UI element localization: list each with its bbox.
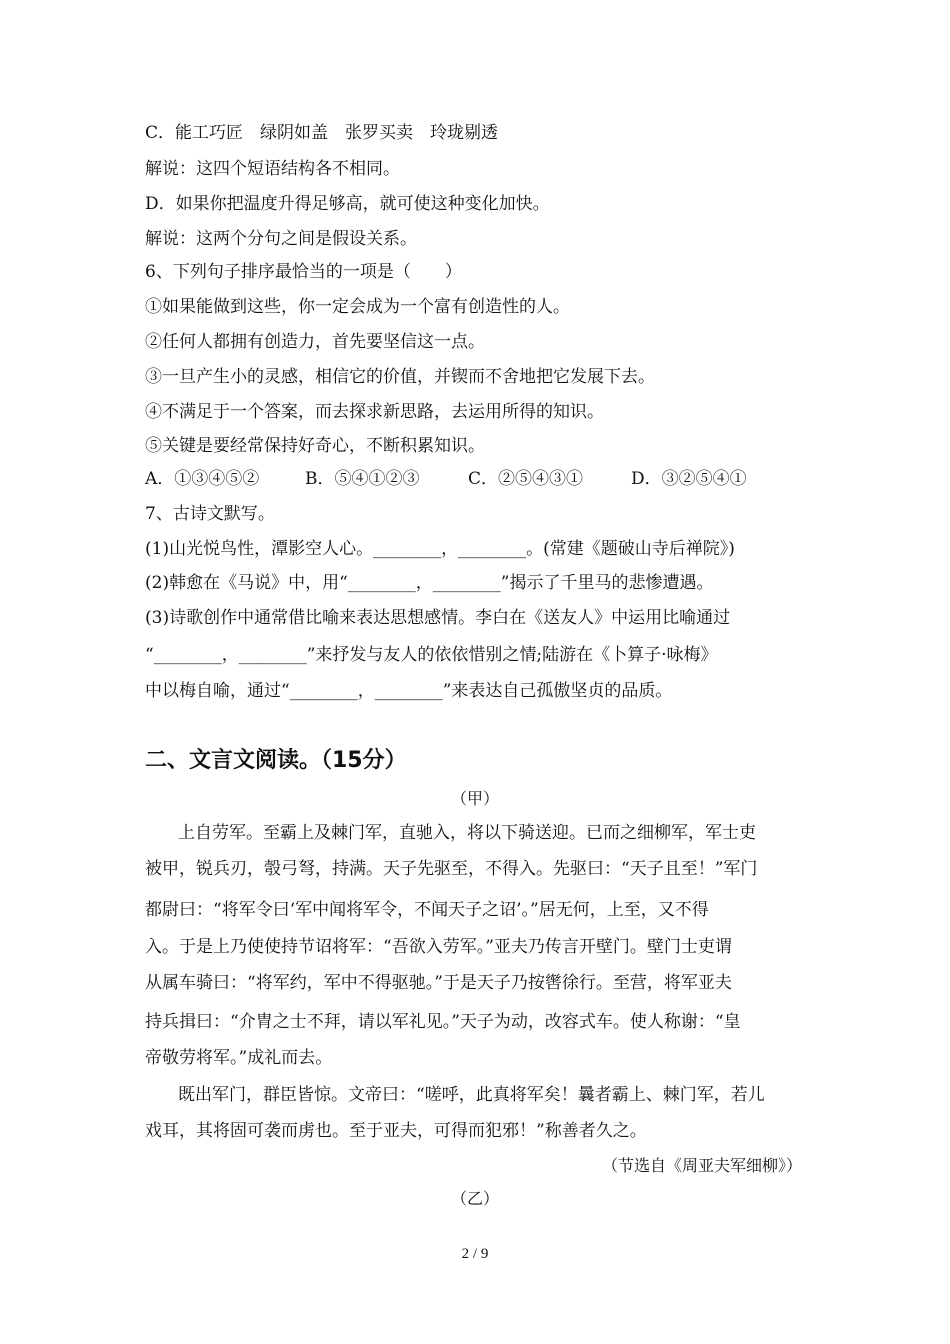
option-d: D．③②⑤④① xyxy=(631,469,747,489)
sentence-3: ③一旦产生小的灵感，相信它的价值，并锲而不舍地把它发展下去。 xyxy=(145,367,655,387)
passage-line: 从属车骑曰：“将军约，军中不得驱驰。”于是天子乃按辔徐行。至营，将军亚夫 xyxy=(145,973,732,993)
sentence-5: ⑤关键是要经常保持好奇心，不断积累知识。 xyxy=(145,436,485,456)
passage-line: 上自劳军。至霸上及棘门军，直驰入，将以下骑送迎。已而之细柳军，军士吏 xyxy=(178,823,756,843)
text-line-option-c: C．能工巧匠 绿阴如盖 张罗买卖 玲珑剔透 xyxy=(145,123,499,143)
sentence-2: ②任何人都拥有创造力，首先要坚信这一点。 xyxy=(145,332,485,352)
passage-line: 戏耳，其将固可袭而虏也。至于亚夫，可得而犯邪！”称善者久之。 xyxy=(145,1121,647,1141)
page-number: 2 / 9 xyxy=(461,1246,489,1262)
section-heading: 二、文言文阅读。（15分） xyxy=(145,748,407,773)
passage-line: 持兵揖曰：“介胄之士不拜，请以军礼见。”天子为动，改容式车。使人称谢：“皇 xyxy=(145,1012,741,1032)
text-line-explain-d: 解说：这两个分句之间是假设关系。 xyxy=(145,229,417,249)
passage-line: 被甲，锐兵刃，彀弓弩，持满。天子先驱至，不得入。先驱曰：“天子且至！”军门 xyxy=(145,859,758,879)
passage-jia-label: （甲） xyxy=(450,789,499,808)
question-7: 7、古诗文默写。 xyxy=(145,504,275,524)
passage-line: 既出军门，群臣皆惊。文帝曰：“嗟呼，此真将军矣！曩者霸上、棘门军，若儿 xyxy=(178,1085,765,1105)
text-line-explain-c: 解说：这四个短语结构各不相同。 xyxy=(145,159,400,179)
q7-item-3-line-1: (3)诗歌创作中通常借比喻来表达思想感情。李白在《送友人》中运用比喻通过 xyxy=(145,608,731,628)
sentence-1: ①如果能做到这些，你一定会成为一个富有创造性的人。 xyxy=(145,297,570,317)
passage-line: 入。于是上乃使使持节诏将军：“吾欲入劳军。”亚夫乃传言开壁门。壁门士吏谓 xyxy=(145,937,732,957)
passage-yi-label: （乙） xyxy=(450,1189,499,1208)
option-c: C．②⑤④③① xyxy=(468,469,584,489)
answer-options xyxy=(145,467,747,491)
q7-item-2: (2)韩愈在《马说》中，用“________，________”揭示了千里马的悲惨遭遇。 xyxy=(145,573,714,593)
q7-item-3-line-2: “________，________”来抒发与友人的依依惜别之情;陆游在《卜算子·咏梅》 xyxy=(145,645,718,665)
text-line-option-d: D．如果你把温度升得足够高，就可使这种变化加快。 xyxy=(145,194,550,214)
option-a: A．①③④⑤② xyxy=(145,469,260,489)
question-6: 6、下列句子排序最恰当的一项是（ ） xyxy=(145,262,462,282)
passage-source: （节选自《周亚夫军细柳》） xyxy=(601,1156,802,1175)
q7-item-1: (1)山光悦鸟性，潭影空人心。________，________。(常建《题破山寺后禅院》) xyxy=(145,539,735,559)
sentence-4: ④不满足于一个答案，而去探求新思路，去运用所得的知识。 xyxy=(145,402,604,422)
q7-item-3-line-3: 中以梅自喻，通过“________，________”来表达自己孤傲坚贞的品质。 xyxy=(145,681,673,701)
passage-line: 帝敬劳将军。”成礼而去。 xyxy=(145,1048,333,1068)
option-b: B．⑤④①②③ xyxy=(305,469,420,489)
passage-line: 都尉曰：“将军令曰‘军中闻将军令，不闻天子之诏’。”居无何，上至，又不得 xyxy=(145,900,709,920)
